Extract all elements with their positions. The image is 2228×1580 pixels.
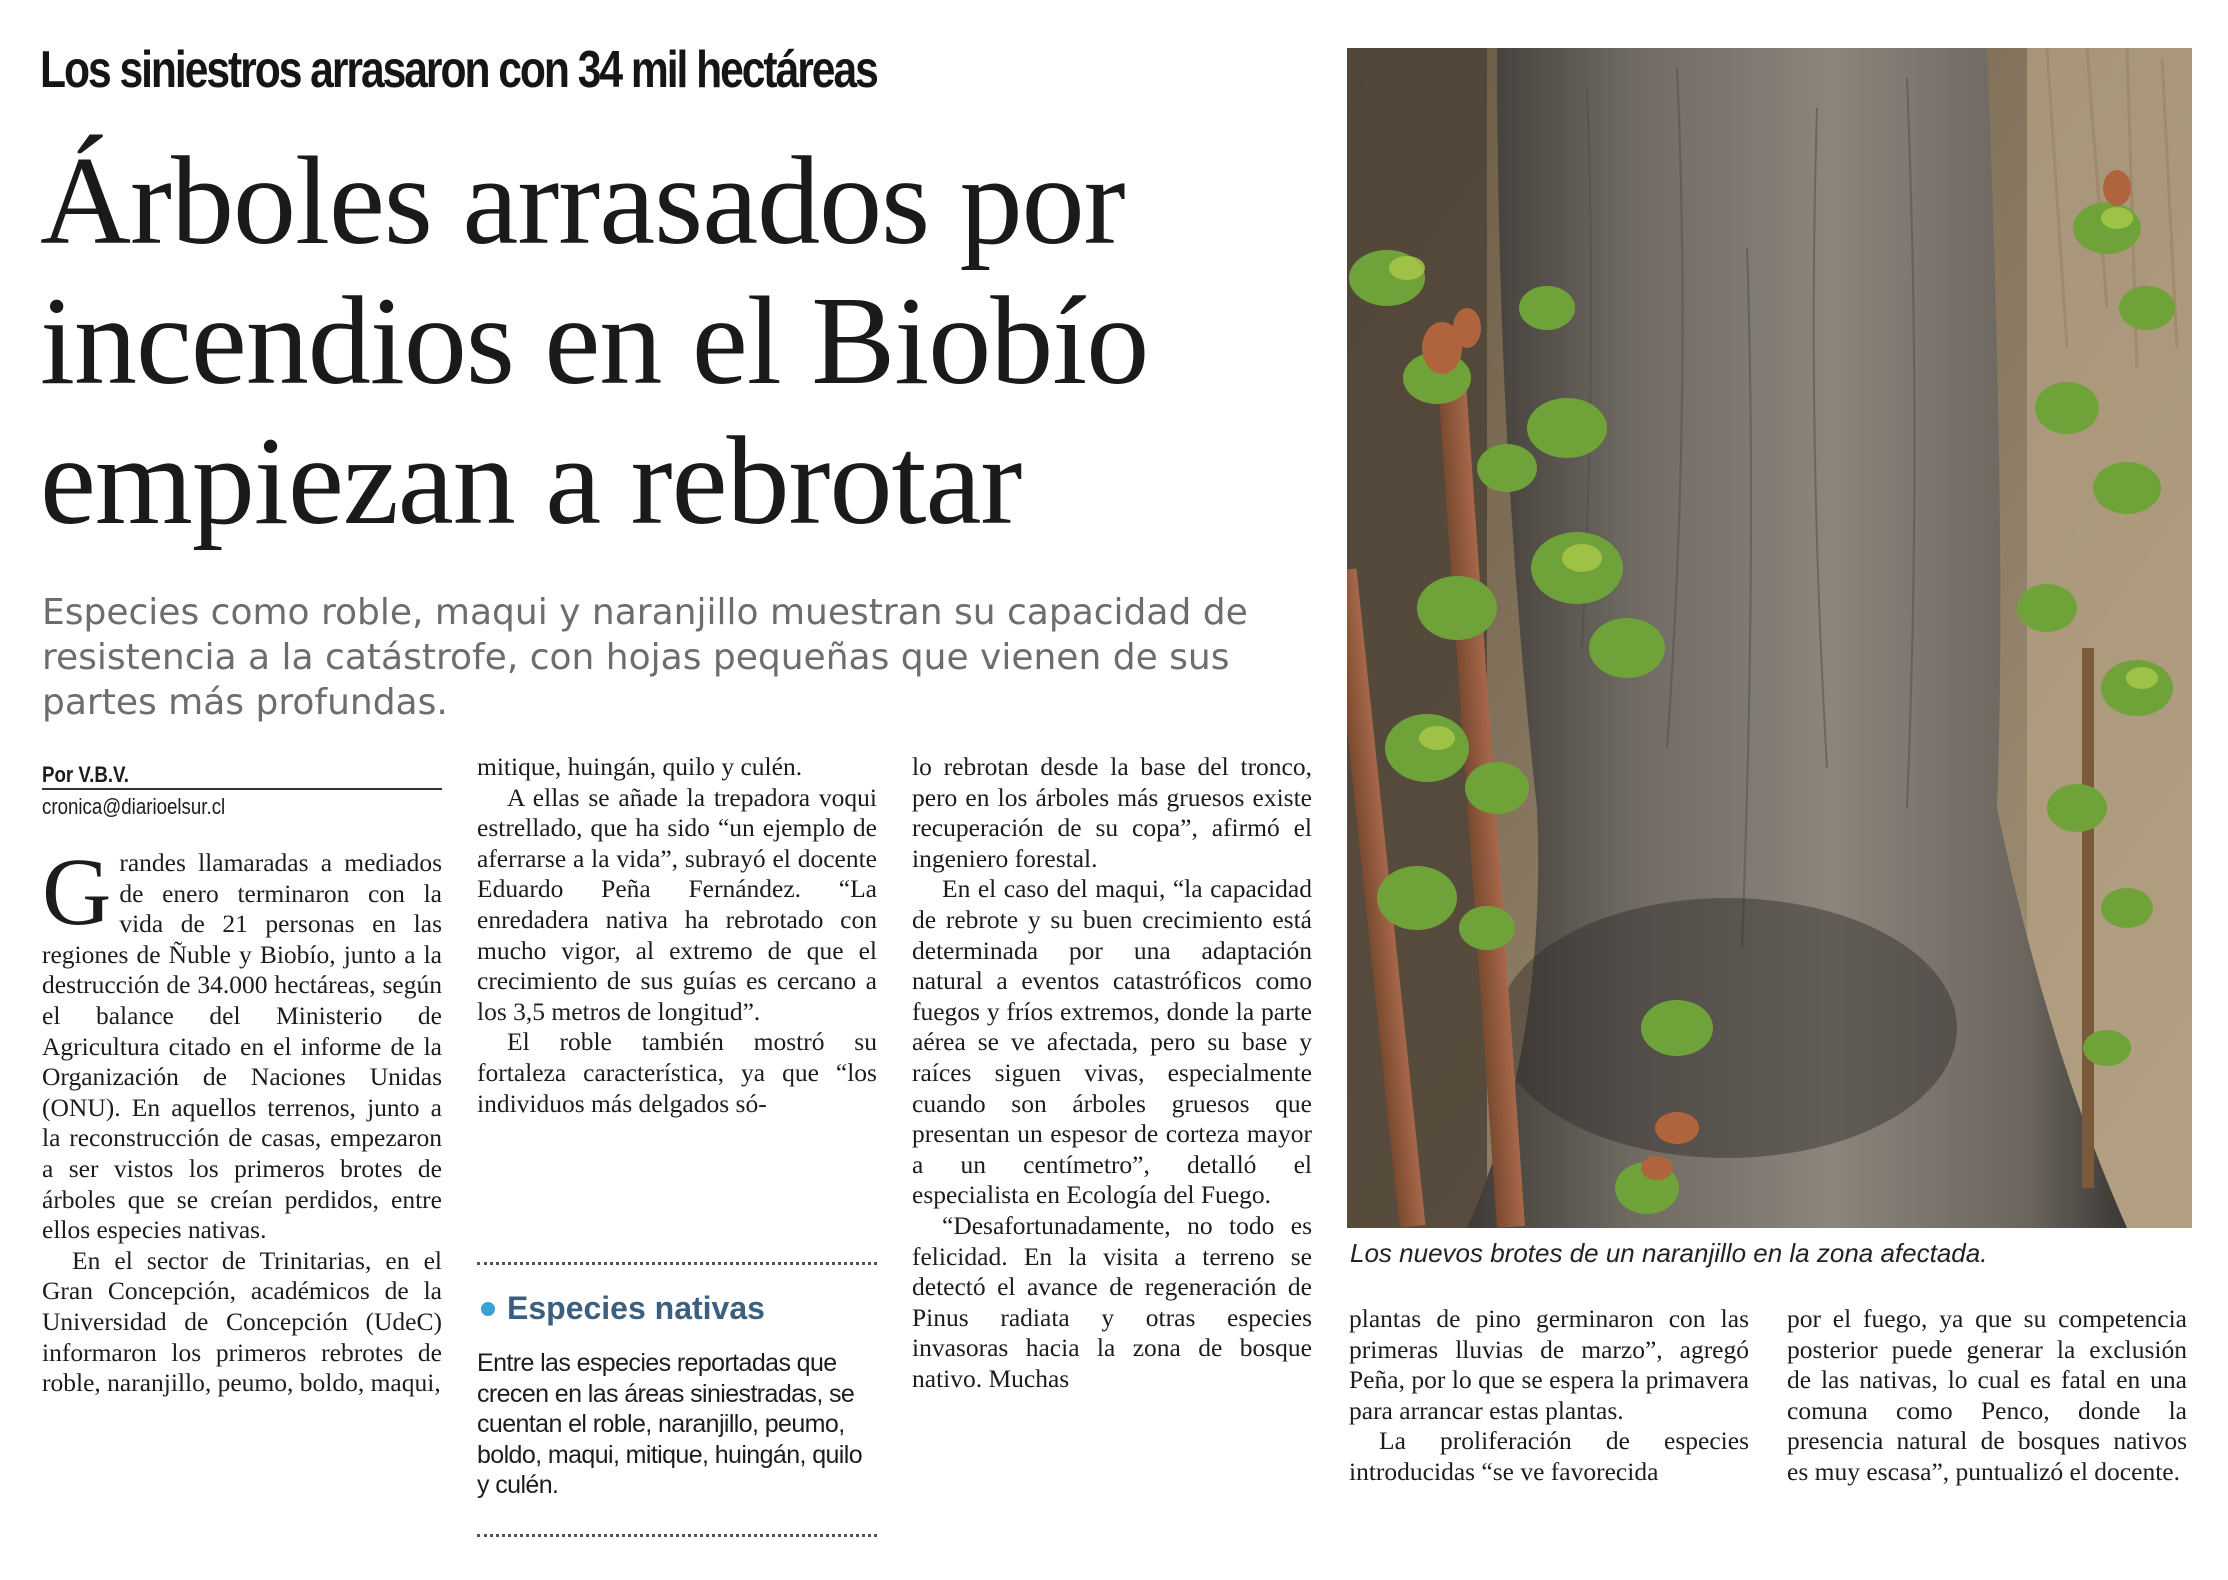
body-column-5 (1787, 1304, 2187, 1488)
paragraph: El roble también mostró su fortaleza característica, ya que “los individuos más delgados só- (477, 1027, 877, 1118)
paragraph: mitique, huingán, quilo y culén. (477, 752, 803, 781)
drop-cap: G (42, 838, 112, 945)
paragraph: por el fuego, ya que su competencia posterior puede generar la exclusión de las nativas, lo cual es fatal en una comuna como Penco, donde la presencia natural de bosques nativos es muy escasa”, puntualizó el docente. (1787, 1304, 2187, 1486)
paragraph: “Desafortunadamente, no todo es felicidad. En la visita a terreno se detectó el avance de regeneración de Pinus radiata y otras especies invasoras hacia la zona de bosque nativo. Muchas (912, 1210, 1312, 1393)
bullet-icon (481, 1302, 495, 1316)
paragraph: A ellas se añade la trepadora voqui estrellado, que ha sido “un ejemplo de aferrarse a la vida”, subrayó el docente Eduardo Peña Fernández. “La enredadera nativa ha rebrotado con mucho vigor, al extremo de que el crecimiento de sus guías es cercano a los 3,5 metros de longitud”. (477, 782, 877, 1026)
headline-line: incendios en el Biobío (40, 272, 1149, 411)
kicker: Los siniestros arrasaron con 34 mil hectáreas (40, 41, 877, 99)
tree-photo (1347, 48, 2192, 1228)
tree-photo-illustration (1347, 48, 2192, 1228)
body-column-4 (1349, 1304, 1749, 1488)
photo-caption: Los nuevos brotes de un naranjillo en la zona afectada. (1350, 1238, 1988, 1268)
sidebar-title: Especies nativas (481, 1290, 765, 1327)
sidebar-top-rule (477, 1262, 877, 1265)
headline-line: Árboles arrasados por (40, 132, 1125, 271)
byline-email: cronica@diarioelsur.cl (42, 794, 226, 819)
paragraph: lo rebrotan desde la base del tronco, pero en los árboles más gruesos existe recuperación de su copa”, afirmó el ingeniero forestal. (912, 752, 1312, 873)
body-column-3 (912, 752, 1312, 1394)
byline: Por V.B.V. (42, 762, 129, 787)
paragraph: La proliferación de especies introducidas “se ve favorecida (1349, 1426, 1749, 1486)
body-column-2 (477, 752, 877, 1119)
headline (40, 132, 1340, 552)
headline-line: empiezan a rebrotar (40, 412, 1022, 551)
dek: Especies como roble, maqui y naranjillo muestran su capacidad de resistencia a la catástrofe, con hojas pequeñas que vienen de sus partes más profundas. (42, 592, 1248, 723)
sidebar-bottom-rule (477, 1534, 877, 1537)
byline-divider (42, 788, 442, 790)
body-column-1 (42, 838, 442, 1399)
paragraph: En el sector de Trinitarias, en el Gran Concepción, académicos de la Universidad de Concepción (UdeC) informaron los primeros rebrotes de roble, naranjillo, peumo, boldo, maqui, (42, 1245, 442, 1398)
paragraph: Grandes llamaradas a mediados de enero terminaron con la vida de 21 personas en las regiones de Ñuble y Biobío, junto a la destrucción de 34.000 hectáreas, según el balance del Ministerio de Agricultura citado en el informe de la Organización de Naciones Unidas (ONU). En aquellos terrenos, junto a la reconstrucción de casas, empezaron a ser vistos los primeros brotes de árboles que se creían perdidos, entre ellos especies nativas. (42, 838, 442, 1245)
paragraph: plantas de pino germinaron con las primeras lluvias de marzo”, agregó Peña, por lo que se espera la primavera para arrancar estas plantas. (1349, 1304, 1749, 1425)
sidebar-text: Entre las especies reportadas que crecen en las áreas siniestradas, se cuentan el roble, naranjillo, peumo, boldo, maqui, mitique, huingán, quilo y culén. (477, 1349, 863, 1499)
paragraph: En el caso del maqui, “la capacidad de rebrote y su buen crecimiento está determinada por una adaptación natural a eventos catastróficos como fuegos y fríos extremos, donde la parte aérea se ve afectada, pero su base y raíces siguen vivas, especialmente cuando son árboles gruesos que presentan un espesor de corteza mayor a un centímetro”, detalló el especialista en Ecología del Fuego. (912, 874, 1312, 1210)
